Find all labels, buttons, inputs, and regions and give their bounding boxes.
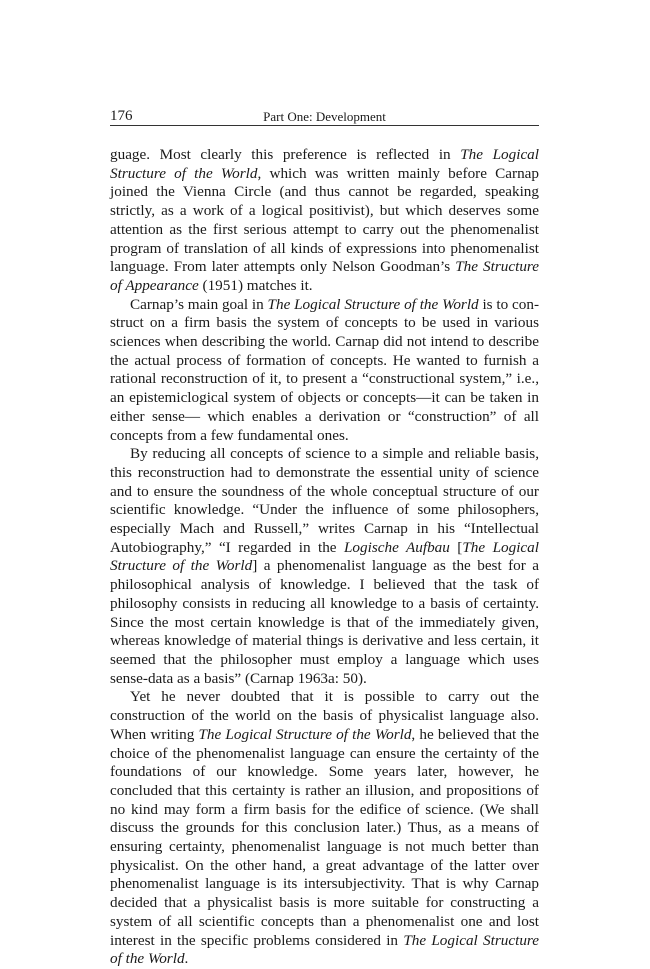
book-title-italic: The Logical Structure of the World (267, 295, 479, 313)
text-run: (1951) matches it. (198, 276, 313, 294)
book-title-italic: The Logical Structure of the World (110, 146, 539, 182)
text-run: Yet he never doubted that it is possible to carry out the construction of the world on the basis of physicalist language also. When writing (110, 688, 539, 743)
text-run: By reducing all concepts of science to a simple and reliable basis, this reconstruction had to demonstrate the essential unity of science and to ensure the soundness of the whole conceptual structure of our scientific knowledge. “Under the influence of some philosophers, especially Mach and Russell,” writes Carnap in his “Intellectual Autobiography,” “I regarded in the (110, 445, 539, 556)
book-title-italic: The Logical Structure of the World (198, 725, 412, 743)
running-head (110, 108, 539, 126)
text-run: . (184, 950, 189, 968)
paragraph-1 (110, 146, 539, 296)
book-title-italic: Logische Aufbau (343, 538, 450, 556)
book-title-italic: The Structure of Appearance (110, 258, 540, 294)
text-run: guage. Most clearly this preference is reflected in (110, 146, 461, 163)
book-title-italic: The Logical Structure of the World (110, 538, 539, 575)
body-text (110, 146, 539, 969)
text-run: is to construct on a firm basis the system of concepts to be used in various sciences when describing the world. Carnap did not intend to describe the actual process of formation of concepts. He wanted to furnish a rational reconstruction of it, to present a “constructional system,” i.e., an epistemiclogical system of objects or concepts—it can be taken in either sense— which enables a derivation or “construction” of all concepts from a few fundamental ones. (110, 295, 539, 444)
book-page (110, 108, 539, 969)
text-run: ] a phenomenalist language as the best for a philosophical analysis of knowledge. I believed that the task of philosophy consists in reducing all knowledge to a basis of certainty. Since the most certain knowledge is that of the immediately given, whereas knowledge of material things is derivative and less certain, it seemed that the philosopher must employ a language which uses sense-data as a basis” (Carnap 1963a: 50). (110, 557, 540, 687)
text-run: [ (449, 538, 463, 556)
paragraph-4 (110, 688, 539, 969)
running-title: Part One: Development (263, 109, 386, 124)
paragraph-2 (110, 296, 539, 446)
paragraph-3 (110, 445, 539, 688)
page-number: 176 (110, 108, 133, 124)
text-run: Carnap’s main goal in (130, 295, 268, 313)
text-run: , he believed that the choice of the phenomenalist language can ensure the certainty of the foundations of our knowledge. Some years later, however, he concluded that this certainty is rather an illusion, and propositions of no kind may form a firm basis for the edifice of science. (We shall discuss the grounds for this conclusion later.) Thus, as a means of ensuring certainty, phenomenalist language is not much better than physicalist. On the other hand, a great advantage of the latter over phenomenalist language is its intersubjectivity. That is why Carnap decided that a physicalist basis is more suitable for constructing a system of all scientific concepts than a phenomenalist one and lost interest in the specific problems considered in (110, 725, 540, 949)
text-run: , which was written mainly before Carnap joined the Vienna Circle (and thus cannot be regarded, speaking strictly, as a work of a logical positivist), but which deserves some attention as the first serious attempt to carry out the phenomenalist program of translation of all kinds of expressions into phenomenalist language. From later attempts only Nelson Goodman’s (110, 164, 540, 276)
book-title-italic: The Logical Structure of the World (110, 931, 539, 968)
